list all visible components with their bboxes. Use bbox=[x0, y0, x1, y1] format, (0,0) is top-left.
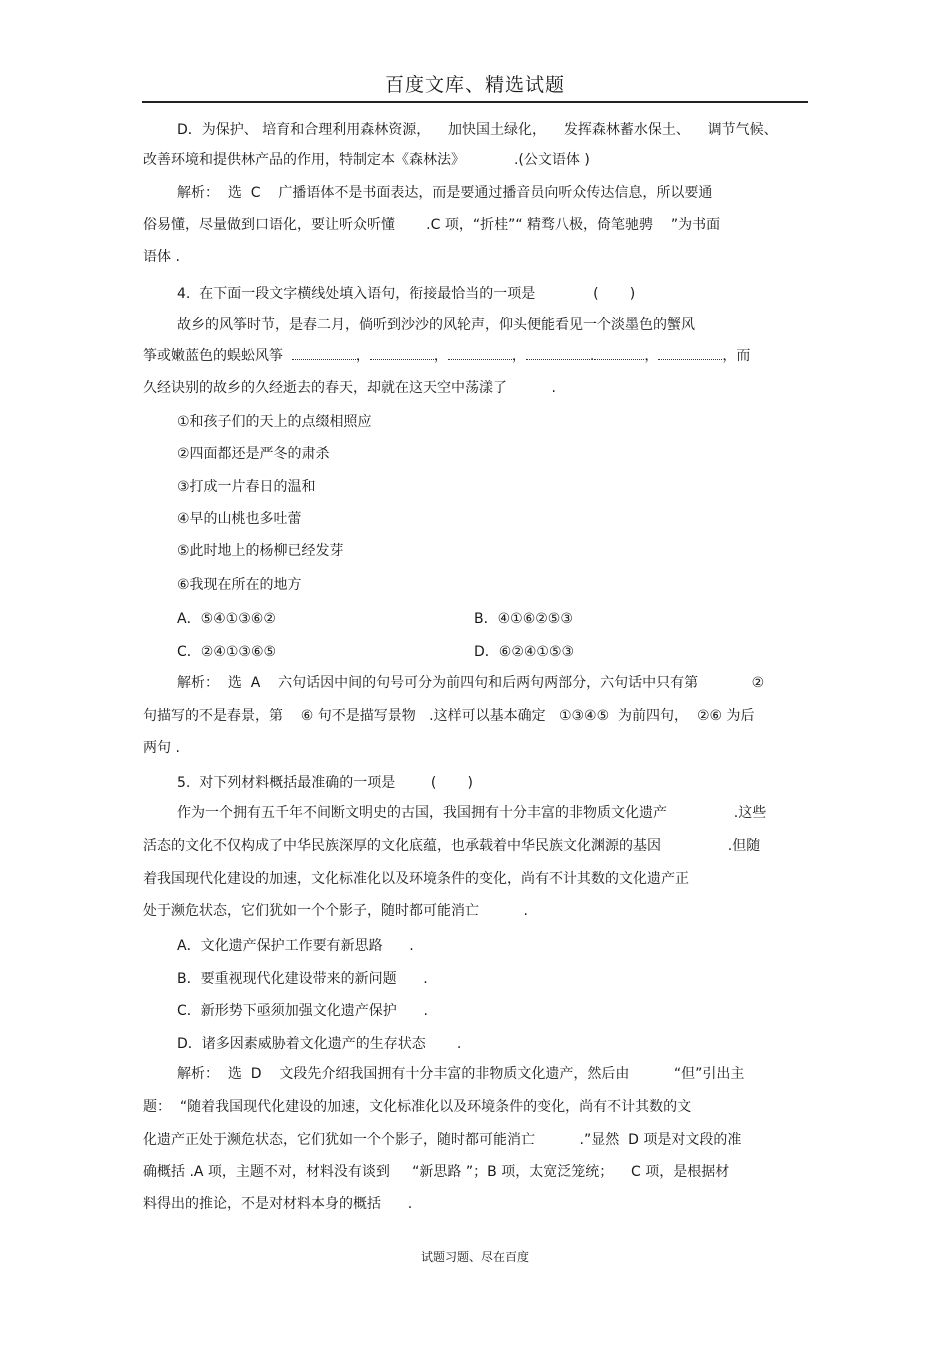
q5-passage-line4: 处于濒危状态，它们犹如一个个影子，随时都可能消亡 . bbox=[143, 903, 528, 919]
q4-passage-line2-prefix: 筝或嫩蓝色的蜈蚣风筝 bbox=[143, 348, 283, 364]
page-header-title: 百度文库、精选试题 bbox=[384, 74, 565, 96]
q4-analysis-line3: 两句 . bbox=[143, 740, 180, 756]
q5-option-c: C．新形势下亟须加强文化遗产保护 . bbox=[177, 1003, 428, 1019]
q4-item: ④早的山桃也多吐蕾 bbox=[177, 511, 302, 527]
header-rule bbox=[142, 101, 808, 103]
q4-option-d: D．⑥②④①⑤③ bbox=[474, 644, 575, 660]
q4-option-a: A．⑤④①③⑥② bbox=[177, 611, 276, 627]
q5-analysis-line1: 解析： 选 D 文段先介绍我国拥有十分丰富的非物质文化遗产，然后由 “但”引出主 bbox=[177, 1066, 745, 1082]
q4-item: ③打成一片春日的温和 bbox=[177, 479, 316, 495]
q3-option-d-line2: 改善环境和提供林产品的作用，特制定本《森林法》 .(公文语体 ) bbox=[143, 152, 590, 168]
q3-analysis-line3: 语体 . bbox=[143, 249, 180, 265]
fill-blank bbox=[594, 347, 644, 360]
fill-blank bbox=[658, 347, 722, 360]
q4-analysis-line2: 句描写的不是春景，第 ⑥ 句不是描写景物 .这样可以基本确定 ①③④⑤ 为前四句， ②⑥ 为后 bbox=[143, 708, 755, 724]
q3-analysis-line1: 解析： 选 C 广播语体不是书面表达，而是要通过播音员向听众传达信息，所以要通 bbox=[177, 185, 713, 201]
q3-option-d-line1: D．为保护、 培育和合理利用森林资源， 加快国土绿化， 发挥森林蓄水保土、 调节气候、 bbox=[177, 122, 778, 138]
q4-option-c: C．②④①③⑥⑤ bbox=[177, 644, 277, 660]
q5-option-a: A．文化遗产保护工作要有新思路 . bbox=[177, 938, 414, 954]
q5-option-b: B．要重视现代化建设带来的新问题 . bbox=[177, 971, 428, 987]
q4-analysis-line1: 解析： 选 A 六句话因中间的句号可分为前四句和后两句两部分，六句话中只有第 ② bbox=[177, 675, 765, 691]
page-footer: 试题习题、尽在百度 bbox=[420, 1250, 529, 1264]
q4-item: ①和孩子们的天上的点缀相照应 bbox=[177, 414, 372, 430]
q5-analysis-line4: 确概括 .A 项，主题不对，材料没有谈到 “新思路 ”；B 项，太宽泛笼统； C 项，是根据材 bbox=[143, 1164, 730, 1180]
fill-blank bbox=[370, 347, 434, 360]
q4-passage-line1: 故乡的风筝时节，是春二月，倘听到沙沙的风轮声，仰头便能看见一个淡墨色的蟹风 bbox=[177, 317, 695, 333]
q3-analysis-line2: 俗易懂，尽量做到口语化，要让听众听懂 .C 项，“折桂”“ 精骛八极，倚笔驰骋 ”为书面 bbox=[143, 217, 721, 233]
q4-option-b: B．④①⑥②⑤③ bbox=[474, 611, 573, 627]
fill-blank bbox=[292, 347, 356, 360]
fill-blank bbox=[448, 347, 512, 360]
q5-analysis-line5: 料得出的推论，不是对材料本身的概括 . bbox=[143, 1196, 413, 1212]
q5-analysis-line2: 题： “随着我国现代化建设的加速，文化标准化以及环境条件的变化，尚有不计其数的文 bbox=[143, 1099, 692, 1115]
q4-item: ②四面都还是严冬的肃杀 bbox=[177, 446, 330, 462]
q4-passage-line2-suffix: ，而 bbox=[722, 348, 751, 364]
q5-passage-line3: 着我国现代化建设的加速，文化标准化以及环境条件的变化，尚有不计其数的文化遗产正 bbox=[143, 871, 689, 887]
q5-stem: 5. 对下列材料概括最准确的一项是 ( ) bbox=[177, 775, 473, 791]
q4-item: ⑤此时地上的杨柳已经发芽 bbox=[177, 543, 344, 559]
q4-stem: 4. 在下面一段文字横线处填入语句，衔接最恰当的一项是 ( ) bbox=[177, 286, 636, 302]
q5-passage-line2: 活态的文化不仅构成了中华民族深厚的文化底蕴，也承载着中华民族文化渊源的基因 .但随 bbox=[143, 838, 761, 854]
q5-option-d: D．诸多因素威胁着文化遗产的生存状态 . bbox=[177, 1036, 462, 1052]
fill-blank bbox=[526, 347, 590, 360]
q4-passage-line2: 筝或嫩蓝色的蜈蚣风筝 ， ， ， . ， ，而 bbox=[143, 348, 751, 364]
q5-passage-line1: 作为一个拥有五千年不间断文明史的古国，我国拥有十分丰富的非物质文化遗产 .这些 bbox=[177, 805, 767, 821]
q4-passage-line3: 久经诀别的故乡的久经逝去的春天，却就在这天空中荡漾了 . bbox=[143, 380, 556, 396]
q5-analysis-line3: 化遗产正处于濒危状态，它们犹如一个个影子，随时都可能消亡 .”显然 D 项是对文段的准 bbox=[143, 1132, 742, 1148]
q4-item: ⑥我现在所在的地方 bbox=[177, 577, 302, 593]
